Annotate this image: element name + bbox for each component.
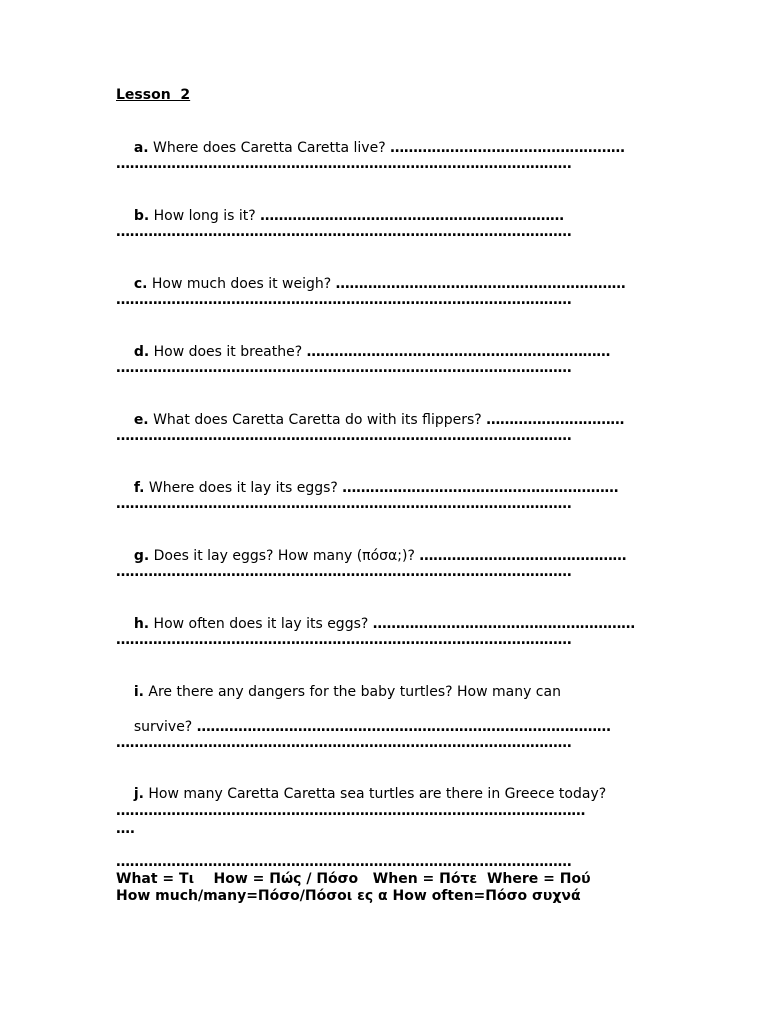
- answer-blank[interactable]: ……………………………………………………: [342, 480, 619, 496]
- vocabulary-line-1: What = Tι How = Πώς / Πόσο When = Πότε Where = Πού: [116, 871, 591, 887]
- question-text: Are there any dangers for the baby turtles? How many can: [143, 684, 561, 700]
- question-text: What does Caretta Caretta do with its flippers?: [148, 412, 487, 428]
- question-label: j.: [133, 786, 144, 802]
- answer-blank[interactable]: …………………………………………………………: [306, 344, 611, 360]
- answer-line[interactable]: ………………………………………………………………………………………: [116, 632, 572, 648]
- answer-blank[interactable]: ………………………………………………………: [335, 276, 626, 292]
- answer-line[interactable]: ………………………………………………………………………………………: [116, 854, 572, 870]
- question-label: g.: [133, 548, 150, 564]
- answer-line[interactable]: ………………………………………………………………………………………: [116, 292, 572, 308]
- question-label: c.: [133, 276, 148, 292]
- answer-line[interactable]: …………………………………………………………………………………………: [116, 803, 586, 819]
- answer-line[interactable]: ………………………………………………………………………………………: [116, 360, 572, 376]
- question-label: h.: [133, 616, 150, 632]
- vocabulary-line-2: How much/many=Πόσο/Πόσοι ες α How often=Πόσο συχνά: [116, 888, 581, 904]
- answer-line-wrap[interactable]: ….: [116, 821, 135, 837]
- answer-blank[interactable]: …………………………………………………: [372, 616, 635, 632]
- answer-blank[interactable]: ………………………………………: [419, 548, 627, 564]
- question-label: d.: [133, 344, 150, 360]
- answer-blank[interactable]: …………………………………………………………: [260, 208, 564, 224]
- question-text: Where does it lay its eggs?: [144, 480, 343, 496]
- answer-blank[interactable]: …………………………: [486, 412, 625, 428]
- question-label: i.: [133, 684, 144, 700]
- question-label: e.: [133, 412, 149, 428]
- answer-line[interactable]: ………………………………………………………………………………………: [116, 496, 572, 512]
- question-text: How long is it?: [149, 208, 261, 224]
- answer-blank[interactable]: ………………………………………………………………………………: [196, 719, 611, 735]
- answer-blank[interactable]: ……………………………………………: [390, 140, 625, 156]
- question-text: How does it breathe?: [149, 344, 307, 360]
- page-title: Lesson 2: [116, 87, 191, 103]
- answer-line[interactable]: ………………………………………………………………………………………: [116, 224, 572, 240]
- question-label: a.: [133, 140, 149, 156]
- question-label: b.: [133, 208, 150, 224]
- question-text: survive?: [133, 719, 197, 735]
- answer-line[interactable]: ………………………………………………………………………………………: [116, 428, 572, 444]
- question-label: f.: [133, 480, 145, 496]
- question-text: How many Caretta Caretta sea turtles are there in Greece today?: [143, 786, 607, 802]
- answer-line[interactable]: ………………………………………………………………………………………: [116, 156, 572, 172]
- question-text: Where does Caretta Caretta live?: [148, 140, 391, 156]
- question-text: How often does it lay its eggs?: [149, 616, 373, 632]
- question-text: How much does it weigh?: [147, 276, 336, 292]
- answer-line[interactable]: ………………………………………………………………………………………: [116, 735, 572, 751]
- answer-line[interactable]: ………………………………………………………………………………………: [116, 564, 572, 580]
- question-text: Does it lay eggs? How many (πόσα;)?: [149, 548, 420, 564]
